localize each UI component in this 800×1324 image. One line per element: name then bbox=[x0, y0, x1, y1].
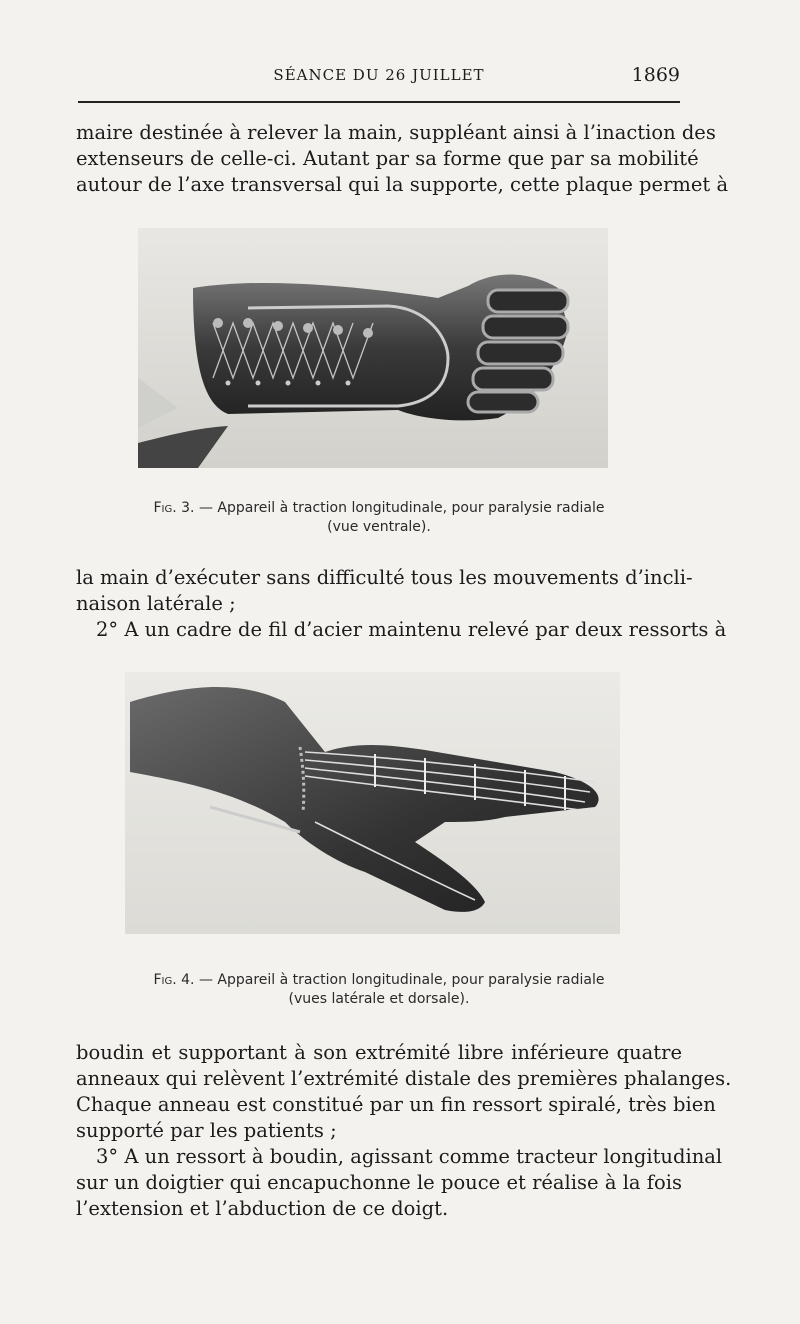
page-number: 1869 bbox=[631, 64, 680, 86]
figure-4-caption-line1: — Appareil à traction longitudinale, pour paralysie radiale bbox=[198, 972, 605, 988]
figure-3-photo bbox=[138, 228, 608, 468]
paragraph-1 bbox=[76, 120, 729, 198]
running-header bbox=[78, 64, 680, 90]
figure-3-caption-line2: (vue ventrale). bbox=[327, 519, 431, 535]
text-line: la main d’exécuter sans difficulté tous les mouvements d’incli- bbox=[76, 566, 693, 589]
figure-4-photo bbox=[125, 672, 620, 934]
paragraph-4 bbox=[76, 1040, 732, 1144]
header-rule bbox=[78, 101, 680, 103]
figure-4-caption-line2: (vues latérale et dorsale). bbox=[288, 991, 470, 1007]
text-line: boudin et supportant à son extrémité libre inférieure quatre bbox=[76, 1041, 682, 1064]
paragraph-5 bbox=[76, 1144, 723, 1222]
figure-3-caption-line1: — Appareil à traction longitudinale, pour paralysie radiale bbox=[198, 500, 605, 516]
paragraph-2 bbox=[76, 565, 693, 617]
text-line: l’extension et l’abduction de ce doigt. bbox=[76, 1197, 449, 1220]
text-line: 3° A un ressort à boudin, agissant comme tracteur longitudinal bbox=[96, 1145, 723, 1168]
text-line: extenseurs de celle-ci. Autant par sa forme que par sa mobilité bbox=[76, 147, 699, 170]
text-line: Chaque anneau est constitué par un fin ressort spiralé, très bien bbox=[76, 1093, 716, 1116]
paragraph-3 bbox=[76, 617, 727, 643]
text-line: 2° A un cadre de fil d’acier maintenu relevé par deux ressorts à bbox=[96, 618, 727, 641]
text-line: autour de l’axe transversal qui la supporte, cette plaque permet à bbox=[76, 173, 729, 196]
figure-3-label: Fig. 3. bbox=[153, 500, 195, 516]
text-line: anneaux qui relèvent l’extrémité distale des premières phalanges. bbox=[76, 1067, 732, 1090]
running-title: SÉANCE DU 26 JUILLET bbox=[273, 66, 485, 84]
figure-4-caption bbox=[78, 971, 680, 1009]
text-line: maire destinée à relever la main, suppléant ainsi à l’inaction des bbox=[76, 121, 716, 144]
text-line: supporté par les patients ; bbox=[76, 1119, 337, 1142]
figure-3-caption bbox=[78, 499, 680, 537]
figure-4-label: Fig. 4. bbox=[153, 972, 195, 988]
text-line: naison latérale ; bbox=[76, 592, 236, 615]
text-line: sur un doigtier qui encapuchonne le pouce et réalise à la fois bbox=[76, 1171, 682, 1194]
